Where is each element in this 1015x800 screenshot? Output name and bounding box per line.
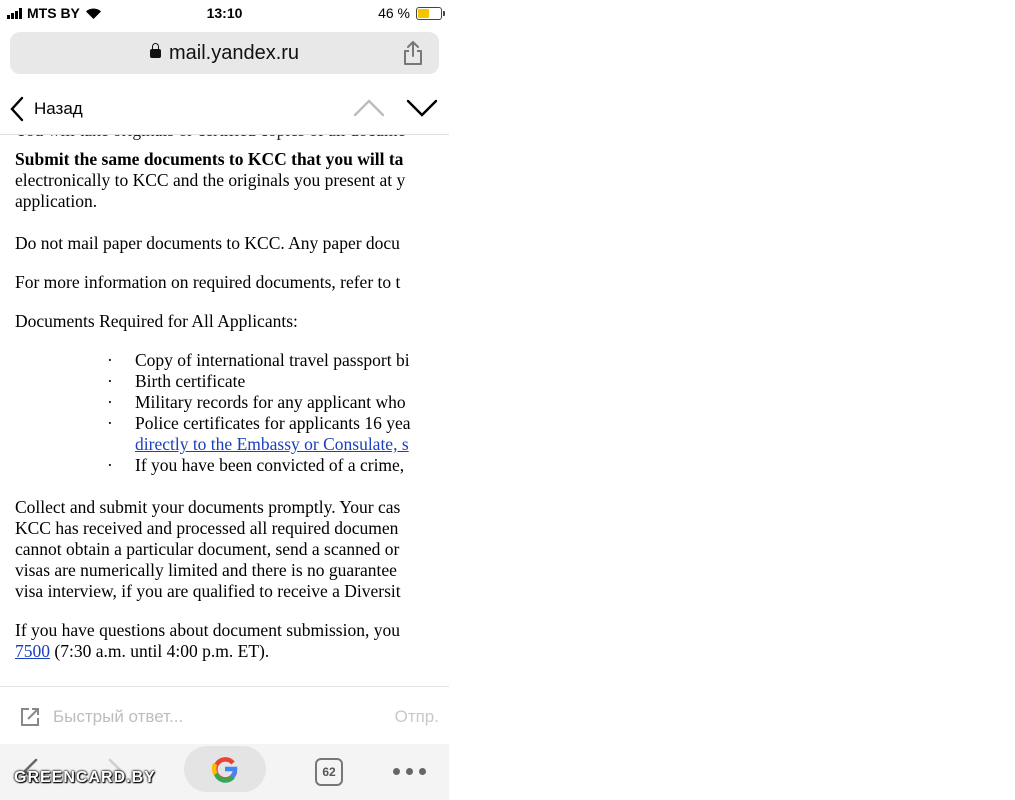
paragraph-submit-line2: electronically to KCC and the originals you present at y [15, 170, 406, 190]
list-item-text: Police certificates for applicants 16 yea [135, 413, 411, 433]
list-item-text: If you have been convicted of a crime, [135, 455, 405, 475]
paragraph-line: KCC has received and processed all required documen [15, 518, 399, 538]
documents-list [107, 350, 1015, 476]
next-message-chevron-down-icon[interactable] [406, 98, 438, 118]
list-item [107, 413, 1015, 434]
embassy-link[interactable]: directly to the Embassy or Consulate, s [135, 434, 409, 454]
paragraph-submit-bold: Submit the same documents to KCC that you will ta [15, 149, 404, 169]
paragraph-questions-line2 [15, 641, 1015, 662]
mail-nav-bar [0, 84, 449, 135]
share-icon[interactable] [401, 40, 425, 66]
list-item [107, 392, 1015, 413]
chevron-left-icon [10, 96, 24, 122]
more-menu-icon[interactable] [393, 768, 426, 775]
battery-level [418, 9, 429, 18]
bullet-dot: · [107, 455, 113, 475]
lock-icon [150, 49, 161, 58]
back-label: Назад [34, 99, 83, 118]
list-item-text: Copy of international travel passport bi [135, 350, 410, 370]
battery-icon [416, 7, 442, 20]
google-search-button[interactable] [184, 746, 266, 792]
battery-percent: 46 % [378, 5, 410, 21]
bullet-dot: · [107, 350, 113, 370]
google-icon [211, 755, 239, 783]
status-time: 13:10 [206, 5, 243, 21]
bullet-dot: · [107, 371, 113, 391]
paragraph-line: Collect and submit your documents promptly. Your cas [15, 497, 401, 517]
paragraph-line: visas are numerically limited and there is no guarantee [15, 560, 397, 580]
message-body [0, 134, 449, 686]
watermark: GREENCARD.BY [14, 769, 156, 786]
paragraph-more-info: For more information on required documents, refer to t [15, 272, 401, 292]
address-text: mail.yandex.ru [168, 42, 300, 64]
previous-message-chevron-up-icon[interactable] [353, 98, 385, 118]
paragraph-submit-line3: application. [15, 191, 98, 211]
list-item-text: Military records for any applicant who [135, 392, 406, 412]
quick-reply-bar [0, 686, 449, 745]
address-bar[interactable] [10, 32, 439, 74]
paragraph-docs-required: Documents Required for All Applicants: [15, 311, 298, 331]
list-item-text: Birth certificate [135, 371, 246, 391]
address-text-wrap [10, 42, 439, 65]
phone-link[interactable]: 7500 [15, 641, 50, 661]
list-item [107, 371, 1015, 392]
bullet-dot: · [107, 413, 113, 433]
list-item [107, 350, 1015, 371]
status-bar [0, 0, 449, 26]
status-right [378, 5, 442, 21]
expand-reply-icon[interactable] [20, 707, 40, 727]
message-text [15, 134, 1015, 662]
list-item-continuation [107, 434, 1015, 455]
paragraph-do-not-mail: Do not mail paper documents to KCC. Any paper docu [15, 233, 400, 253]
paragraph-questions: If you have questions about document submission, you [15, 620, 400, 640]
paragraph-line: cannot obtain a particular document, send a scanned or [15, 539, 400, 559]
paragraph-collect-submit [15, 497, 1015, 602]
hours-text: (7:30 a.m. until 4:00 p.m. ET). [50, 641, 270, 661]
list-item [107, 455, 1015, 476]
tabs-count-button[interactable]: 62 [315, 758, 343, 786]
back-button[interactable] [10, 96, 83, 122]
paragraph-line: visa interview, if you are qualified to receive a Diversit [15, 581, 401, 601]
carrier-name: MTS BY [27, 5, 80, 21]
quick-reply-input[interactable]: Быстрый ответ... [53, 707, 184, 726]
bullet-dot: · [107, 392, 113, 412]
send-button[interactable]: Отпр. [394, 707, 439, 726]
